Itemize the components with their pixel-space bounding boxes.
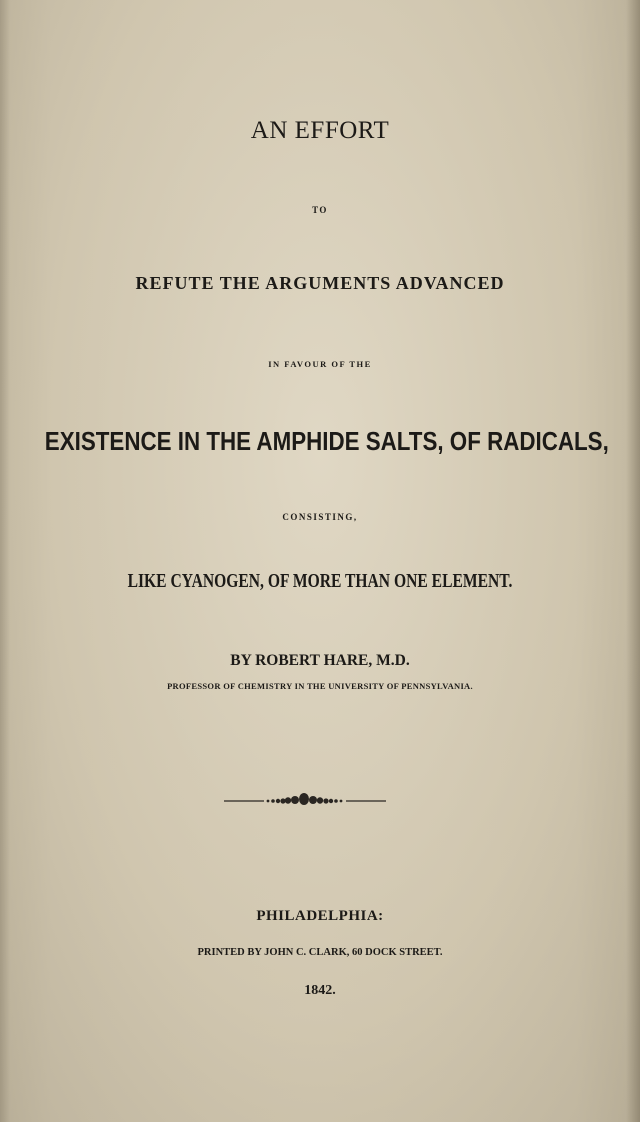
imprint-printer: PRINTED BY JOHN C. CLARK, 60 DOCK STREET. xyxy=(197,947,443,958)
imprint-year: 1842. xyxy=(304,983,336,998)
author-line: BY ROBERT HARE, M.D. xyxy=(230,652,410,669)
title-line-refute: REFUTE THE ARGUMENTS ADVANCED xyxy=(135,273,505,293)
printer-ornament-rule xyxy=(224,789,386,813)
title-line-consisting: CONSISTING, xyxy=(282,512,358,522)
book-title: AN EFFORT xyxy=(250,117,390,144)
title-connector-to: TO xyxy=(312,205,328,215)
title-line-existence: EXISTENCE IN THE AMPHIDE SALTS, OF RADICALS, xyxy=(44,426,609,456)
title-line-in-favour: IN FAVOUR OF THE xyxy=(268,359,372,369)
title-line-like-cyanogen: LIKE CYANOGEN, OF MORE THAN ONE ELEMENT. xyxy=(127,570,513,592)
author-affiliation: PROFESSOR OF CHEMISTRY IN THE UNIVERSITY OF PENNSYLVANIA. xyxy=(167,681,473,691)
imprint-city: PHILADELPHIA: xyxy=(256,908,384,924)
